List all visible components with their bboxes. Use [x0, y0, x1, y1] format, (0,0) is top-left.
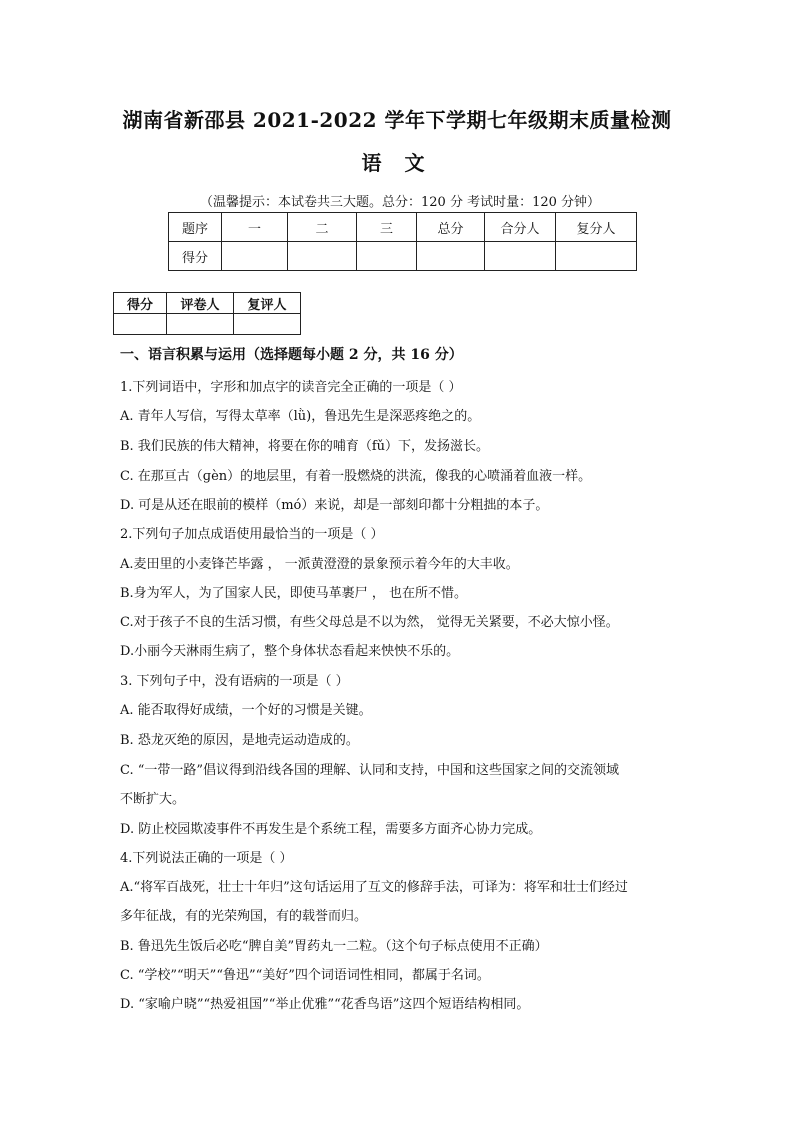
score-header-cell: 合分人	[485, 213, 556, 242]
score-input-cell[interactable]	[222, 242, 288, 271]
question-2-option-c: C.对于孩子不良的生活习惯，有些父母总是不以为然， 觉得无关紧要，不必大惊小怪。	[120, 615, 619, 630]
question-3-stem: 3. 下列句子中，没有语病的一项是（ ）	[120, 674, 349, 689]
grader-header-cell: 得分	[114, 293, 167, 314]
question-1-option-a: A. 青年人写信，写得太草率（lǜ)，鲁迅先生是深恶疼绝之的。	[120, 409, 481, 424]
grader-table-header-row	[114, 293, 301, 314]
score-input-cell[interactable]	[485, 242, 556, 271]
question-2-option-a: A.麦田里的小麦锋芒毕露 ， 一派黄澄澄的景象预示着今年的大丰收。	[120, 557, 519, 572]
question-2-stem: 2.下列句子加点成语使用最恰当的一项是（ ）	[120, 527, 384, 542]
question-3-option-c-continued: 不断扩大。	[120, 792, 186, 807]
score-table	[168, 212, 637, 271]
score-header-cell: 三	[357, 213, 417, 242]
score-table-header-row	[169, 213, 637, 242]
question-4-option-c: C. “学校”“明天”“鲁迅”“美好”四个词语词性相同，都属于名词。	[120, 968, 490, 983]
section-heading: 一、语言积累与运用（选择题每小题 2 分，共 16 分）	[120, 347, 463, 363]
question-4-stem: 4.下列说法正确的一项是（ ）	[120, 851, 293, 866]
subject-title: 语 文	[361, 151, 433, 175]
grader-header-cell: 复评人	[234, 293, 301, 314]
question-4-option-b: B. 鲁迅先生饭后必吃“脾自美”胃药丸一二粒。（这个句子标点使用不正确）	[120, 939, 548, 954]
grader-table	[113, 292, 301, 335]
score-input-cell[interactable]	[556, 242, 637, 271]
exam-title: 湖南省新邵县 2021-2022 学年下学期七年级期末质量检测	[122, 108, 672, 132]
question-3-option-b: B. 恐龙灭绝的原因，是地壳运动造成的。	[120, 733, 359, 748]
score-header-cell: 题序	[169, 213, 222, 242]
exam-hint: （温馨提示：本试卷共三大题。总分：120 分 考试时量：120 分钟）	[200, 195, 601, 210]
question-1-option-c: C. 在那亘古（ɡèn）的地层里，有着一股燃烧的洪流，像我的心喷涌着血液一样。	[120, 469, 592, 484]
question-3-option-d: D. 防止校园欺凌事件不再发生是个系统工程，需要多方面齐心协力完成。	[120, 822, 542, 837]
score-input-cell[interactable]	[288, 242, 357, 271]
question-3-option-c: C. “一带一路”倡议得到沿线各国的理解、认同和支持，中国和这些国家之间的交流领域	[120, 763, 620, 778]
question-2-option-b: B.身为军人，为了国家人民，即使马革裹尸 ， 也在所不惜。	[120, 586, 467, 601]
score-table-score-row	[169, 242, 637, 271]
grader-header-cell: 评卷人	[167, 293, 234, 314]
question-4-option-a-continued: 多年征战，有的光荣殉国，有的载誉而归。	[120, 909, 368, 924]
question-1-stem: 1.下列词语中，字形和加点字的读音完全正确的一项是（ ）	[120, 380, 462, 395]
grader-input-cell[interactable]	[234, 314, 301, 335]
score-input-cell[interactable]	[357, 242, 417, 271]
grader-table-blank-row	[114, 314, 301, 335]
grader-input-cell[interactable]	[114, 314, 167, 335]
score-row-label: 得分	[169, 242, 222, 271]
question-4-option-d: D. “家喻户晓”“热爱祖国”“举止优雅”“花香鸟语”这四个短语结构相同。	[120, 997, 530, 1012]
score-header-cell: 总分	[417, 213, 485, 242]
question-2-option-d: D.小丽今天淋雨生病了，整个身体状态看起来怏怏不乐的。	[120, 644, 460, 659]
question-1-option-b: B. 我们民族的伟大精神，将要在你的哺育（fǔ）下，发扬滋长。	[120, 439, 490, 454]
score-header-cell: 二	[288, 213, 357, 242]
question-4-option-a: A.“将军百战死，壮士十年归”这句话运用了互文的修辞手法，可译为：将军和壮士们经过	[120, 880, 628, 895]
score-header-cell: 一	[222, 213, 288, 242]
score-header-cell: 复分人	[556, 213, 637, 242]
score-input-cell[interactable]	[417, 242, 485, 271]
question-1-option-d: D. 可是从还在眼前的模样（mó）来说，却是一部刻印都十分粗拙的本子。	[120, 498, 549, 513]
grader-input-cell[interactable]	[167, 314, 234, 335]
question-3-option-a: A. 能否取得好成绩，一个好的习惯是关键。	[120, 703, 372, 718]
